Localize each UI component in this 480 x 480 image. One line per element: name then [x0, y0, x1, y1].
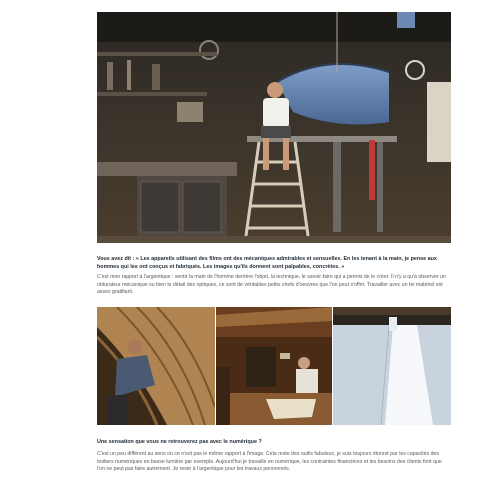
gallery-photo-2	[216, 307, 332, 425]
workshop-boat-image	[97, 12, 451, 243]
boatbuilder-planks-image	[97, 307, 215, 425]
question-2: Une sensation que vous ne retrouverez pas avec le numérique ?	[97, 439, 262, 445]
answer-2: C'est un peu différent au sens où ce n'est pas le même rapport à l'image. Cela reste des outils fabuleux, je suis toujours étonné par les capacités des boitiers numériques en basse lumière par exemple. Aujourd'hui je travaille en numérique, les contraintes financières et les besoins des clients font que l'on ne peut pas faire autrement. Je reste à l'argentique pour les travaux personnels.	[97, 451, 442, 473]
white-sail-image	[333, 307, 451, 425]
gallery-photo-3	[333, 307, 451, 425]
workshop-bench-image	[216, 307, 332, 425]
gallery-photo-1	[97, 307, 215, 425]
hero-photo	[97, 12, 451, 243]
question-1: Vous avez dit : « Les appareils utilisant des films ont des mécaniques admirables et sensuelles. En les tenant à la main, je pense aux hommes qui les ont conçus et fabriqués. Les images qu'ils donnent sont palpables, concrètes. »	[97, 256, 437, 270]
answer-1: C'est mon rapport à l'argentique : sentir la main de l'homme derrière l'objet, la technique, le savoir-faire qui a permis de le créer. Il n'y a qu'à observer un obturateur mécanique ou bien le détail des optiques, ce sont de véritables petits chefs d'oeuvres que l'on peut s'offrir. Travailler avec un tel matériel est assez gratifiant.	[97, 274, 446, 296]
